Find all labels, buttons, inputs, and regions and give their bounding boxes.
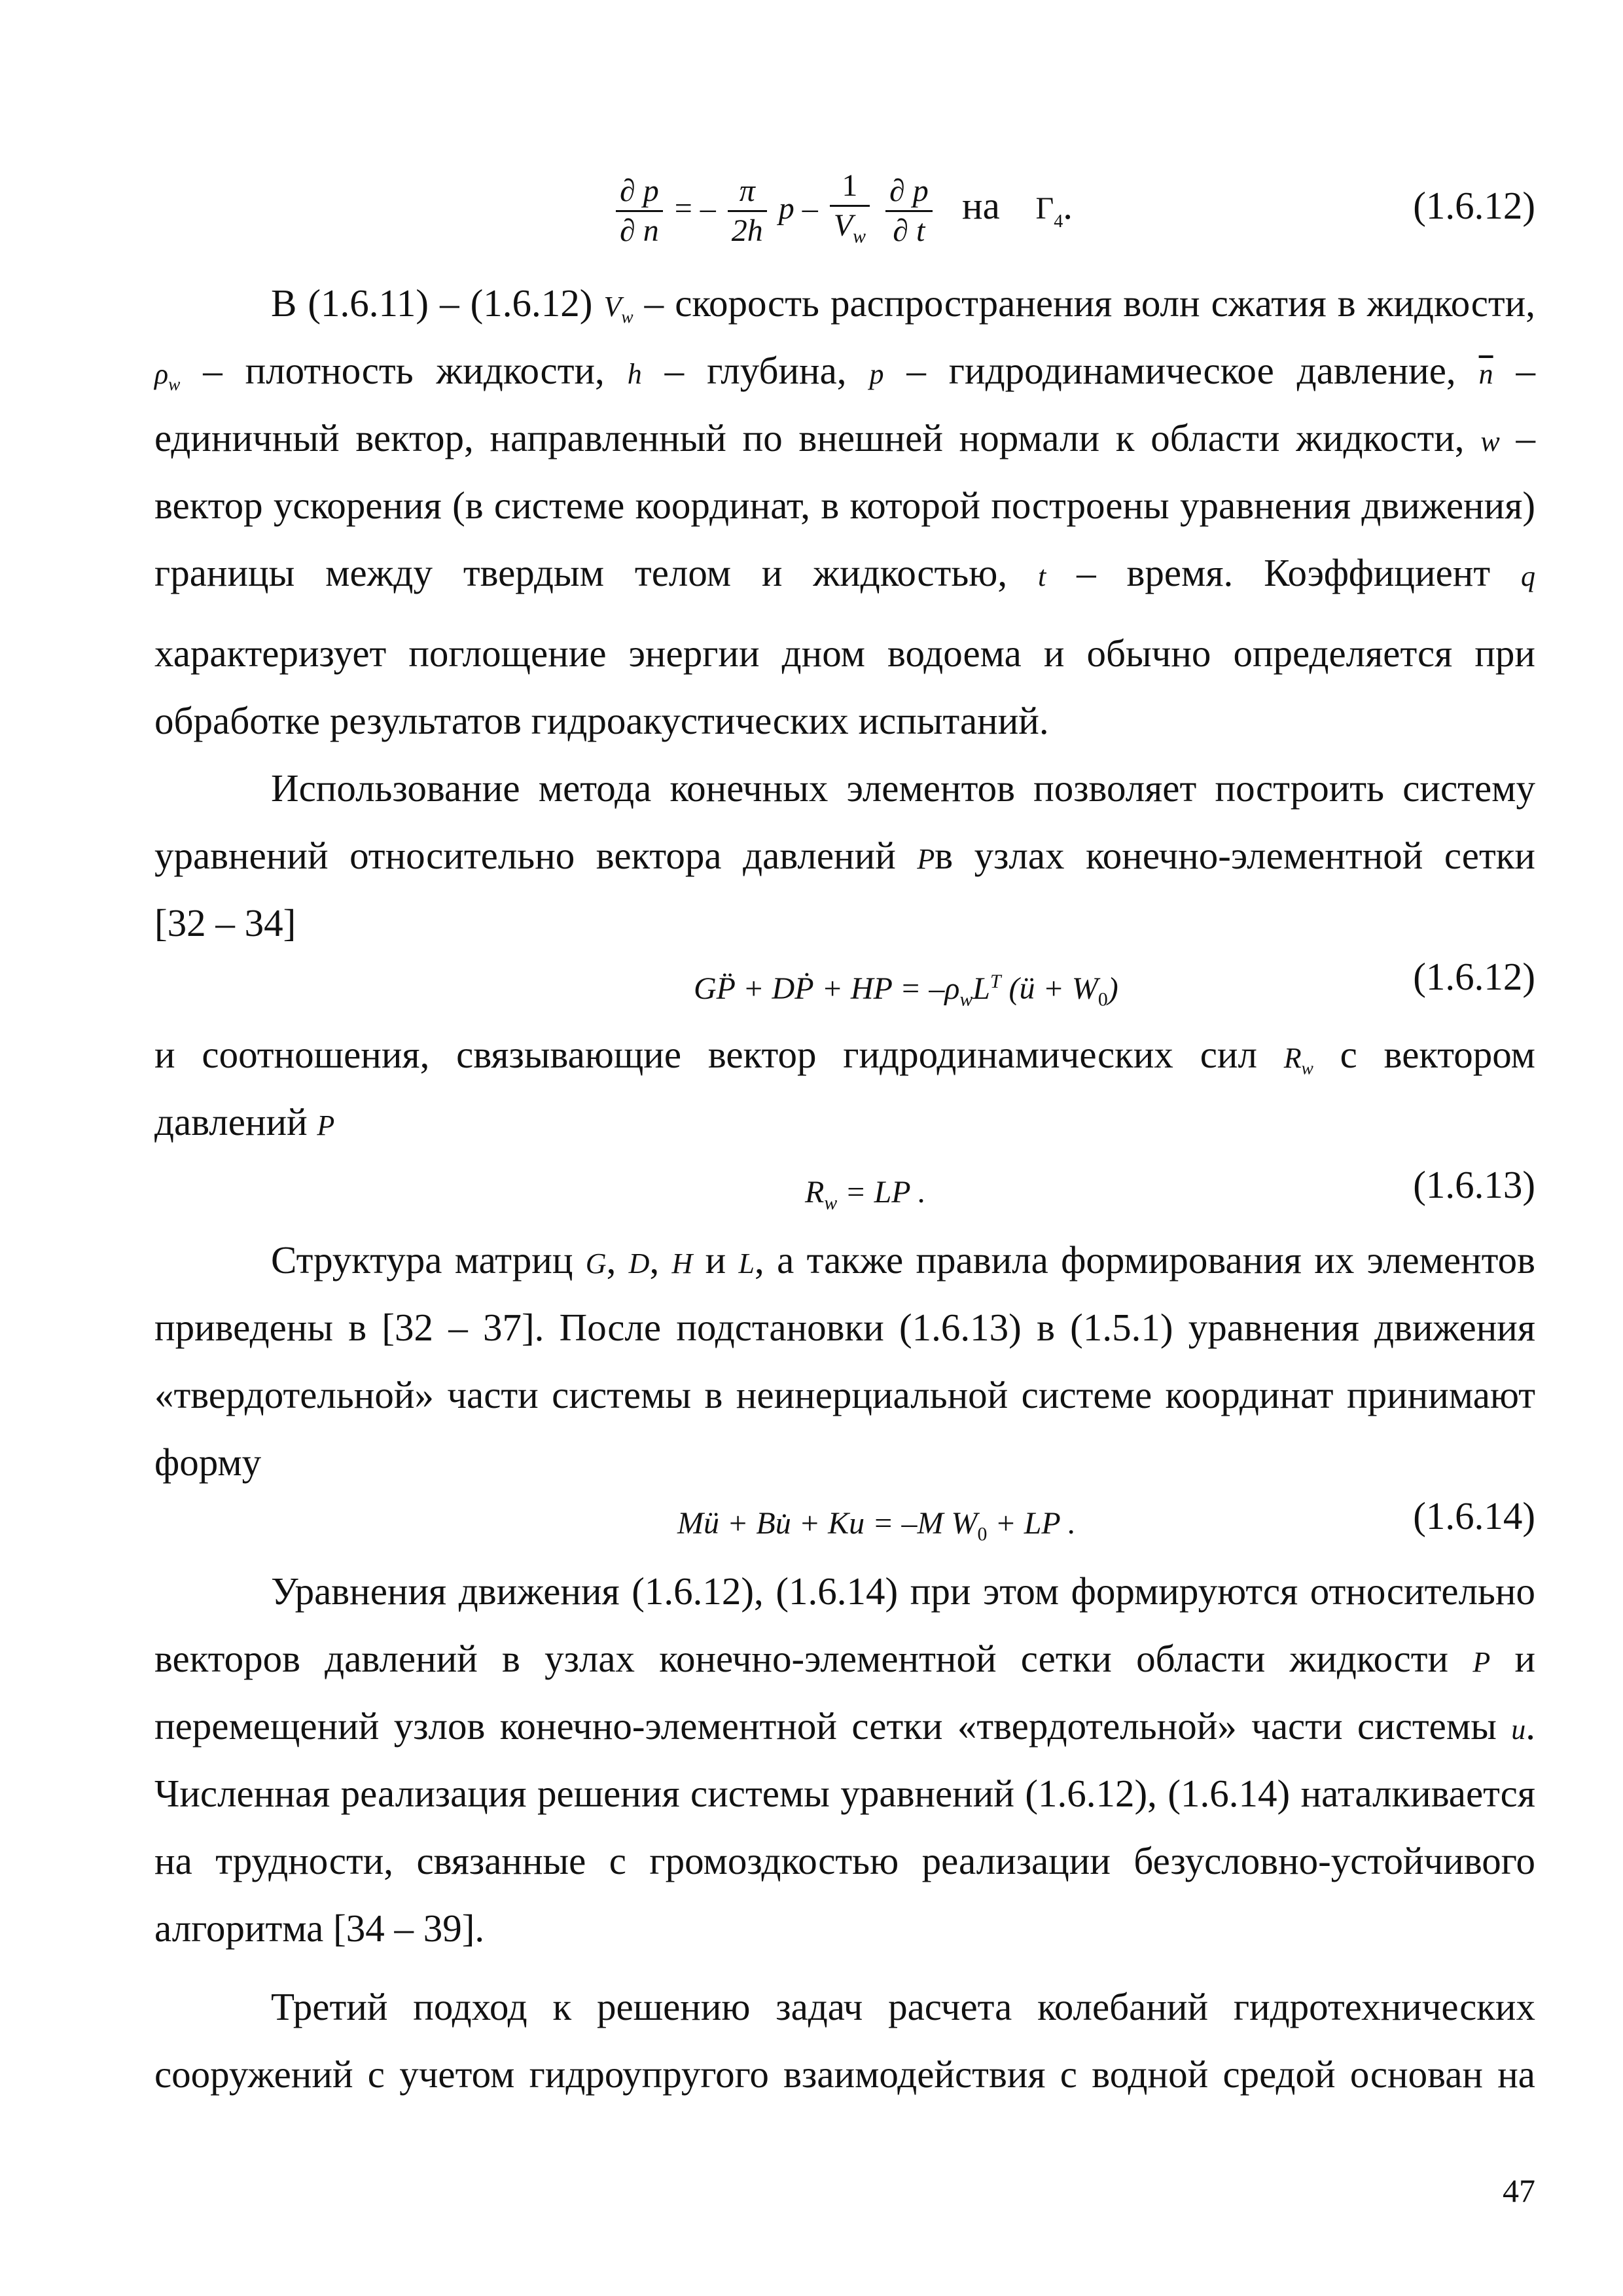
paragraph-line: Уравнения движения (1.6.12), (1.6.14) при этом формируются относительно [271, 1570, 1535, 1613]
equation-number: (1.6.13) [1413, 1163, 1535, 1206]
paragraph-line: «твердотельной» части системы в неинерциальной системе координат принимают [154, 1373, 1535, 1416]
paragraph-line: вектор ускорения (в системе координат, в которой построены уравнения движения) [154, 484, 1535, 527]
paragraph-line: границы между твердым телом и жидкостью, t – время. Коэффициент q [154, 551, 1536, 594]
paragraph-line: характеризует поглощение энергии дном водоема и обычно определяется при [154, 632, 1535, 675]
paragraph-line: единичный вектор, направленный по внешней нормали к области жидкости, w – [154, 416, 1536, 459]
paragraph-line: приведены в [32 – 37]. После подстановки (1.6.13) в (1.5.1) уравнения движения [154, 1306, 1535, 1349]
paragraph-line: Численная реализация решения системы уравнений (1.6.12), (1.6.14) наталкивается [154, 1772, 1535, 1815]
paragraph-line: $\rho_w$ – плотность жидкости, h – глубина, p – гидродинамическое давление, $\overline{n}$ – [154, 349, 1536, 394]
equation-1-6-12b: GP̈ + DṖ + HP = $-\rho_wL^T$ (ü + $W_0$) [694, 971, 1118, 1011]
paragraph-line: форму [154, 1441, 262, 1484]
equation-region-label: на $\Gamma_4$. [962, 184, 1073, 232]
paragraph-line: на трудности, связанные с громоздкостью реализации безусловно-устойчивого [154, 1839, 1535, 1882]
paragraph-line: и соотношения, связывающие вектор гидродинамических сил $R_w$ с вектором [154, 1033, 1535, 1078]
equation-number: (1.6.12) [1413, 955, 1535, 998]
paragraph-line: сооружений с учетом гидроупругого взаимодействия с водной средой основан на [154, 2053, 1535, 2096]
equation-number: (1.6.14) [1413, 1494, 1535, 1537]
paragraph-line: Структура матриц G, D, H и L, а также правила формирования их элементов [271, 1238, 1535, 1282]
paragraph-line: уравнений относительно вектора давлений Pв узлах конечно-элементной сетки [154, 834, 1535, 877]
equation-number: (1.6.12) [1413, 184, 1535, 227]
equation-1-6-13: $R_w$ = LP . [805, 1175, 926, 1214]
paragraph-line: векторов давлений в узлах конечно-элементной сетки области жидкости P и [154, 1637, 1536, 1680]
equation-1-6-14: Mü + Bu̇ + Ku = –M $W_0$ + LP . [677, 1506, 1076, 1545]
page-number: 47 [1503, 2172, 1535, 2209]
paragraph-line: давлений P [154, 1100, 335, 1143]
equation-1-6-12a: $\frac{\partial p}{\partial n}$ = – $\frac{\pi}{2h}$ p – $\frac{1}{V_w}$ $\frac{\partial p}{\partial t}$ [612, 167, 936, 245]
paragraph-line: перемещений узлов конечно-элементной сетки «твердотельной» части системы u. [154, 1704, 1535, 1748]
paragraph-line: алгоритма [34 – 39]. [154, 1907, 485, 1950]
paragraph-line: Третий подход к решению задач расчета колебаний гидротехнических [271, 1985, 1535, 2028]
paragraph-line: В (1.6.11) – (1.6.12) $V_w$ – скорость распространения волн сжатия в жидкости, [271, 281, 1535, 327]
paragraph-line: обработке результатов гидроакустических испытаний. [154, 699, 1049, 742]
paragraph-line: [32 – 34] [154, 901, 296, 944]
paragraph-line: Использование метода конечных элементов позволяет построить систему [271, 766, 1535, 810]
